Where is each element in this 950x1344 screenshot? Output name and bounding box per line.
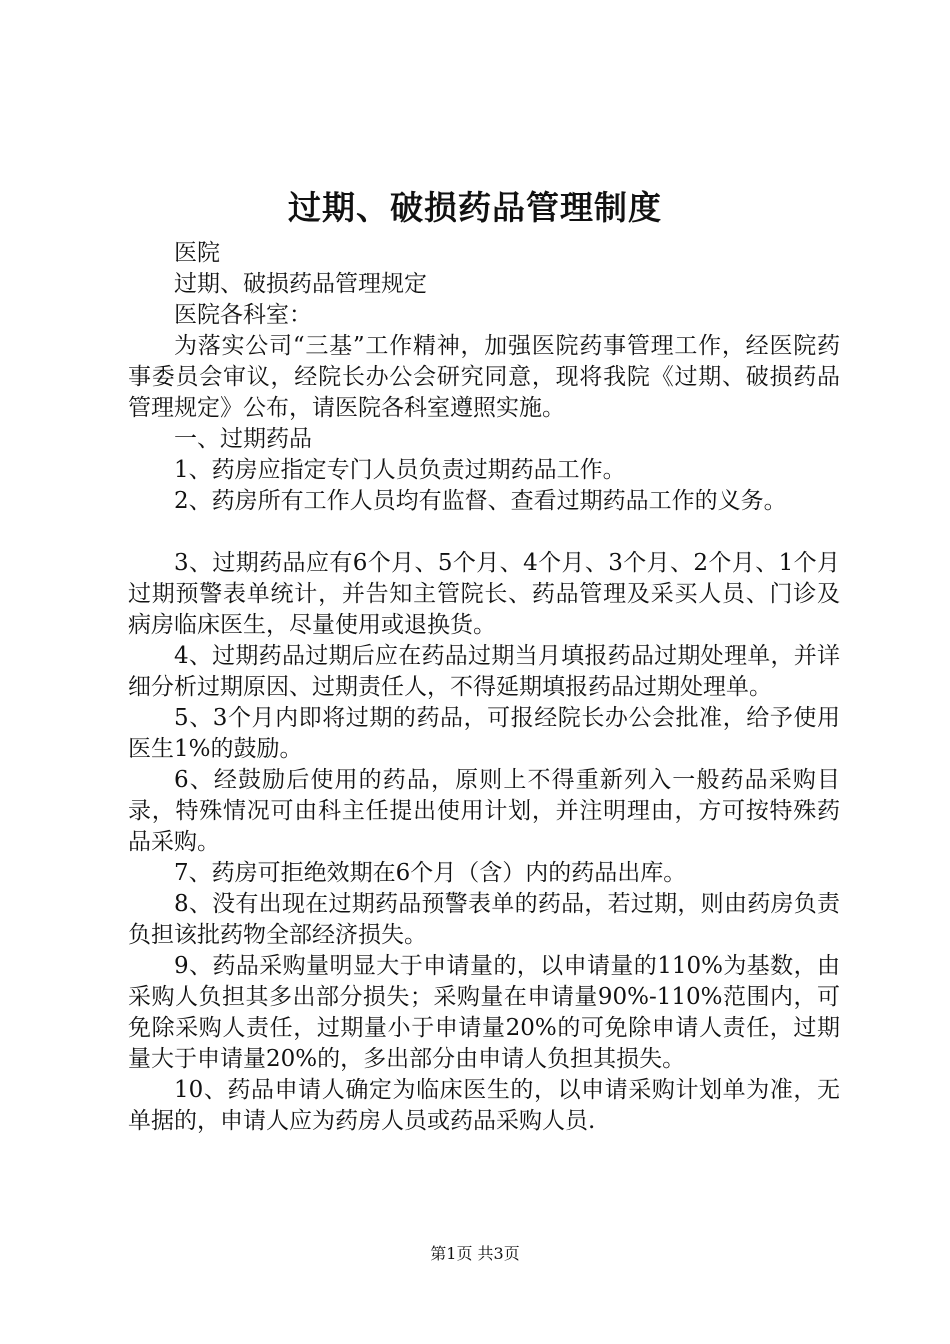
paragraph-item-5: 5、3个月内即将过期的药品，可报经院长办公会批准，给予使用医生1%的鼓励。 [128, 705, 840, 762]
paragraph-item-7: 7、药房可拒绝效期在6个月（含）内的药品出库。 [174, 860, 687, 886]
paragraph-intro: 为落实公司“三基”工作精神，加强医院药事管理工作，经医院药事委员会审议，经院长办公会研究同意，现将我院《过期、破损药品管理规定》公布，请医院各科室遵照实施。 [128, 333, 840, 421]
paragraph-addressee: 医院各科室： [174, 302, 312, 328]
section-heading-expired-drugs: 一、过期药品 [174, 426, 312, 452]
paragraph-item-6: 6、经鼓励后使用的药品，原则上不得重新列入一般药品采购目录，特殊情况可由科主任提出使用计划，并注明理由，方可按特殊药品采购。 [128, 767, 840, 855]
document-title: 过期、破损药品管理制度 [288, 188, 662, 227]
paragraph-item-10: 10、药品申请人确定为临床医生的，以申请采购计划单为准，无单据的，申请人应为药房人员或药品采购人员. [128, 1077, 840, 1134]
document-body [128, 238, 840, 1137]
paragraph-item-8: 8、没有出现在过期药品预警表单的药品，若过期，则由药房负责负担该批药物全部经济损失。 [128, 891, 840, 948]
page-footer: 第1页 共3页 [430, 1244, 520, 1263]
paragraph-hospital: 医院 [174, 240, 220, 266]
paragraph-item-2: 2、药房所有工作人员均有监督、查看过期药品工作的义务。 [174, 488, 787, 514]
paragraph-item-4: 4、过期药品过期后应在药品过期当月填报药品过期处理单，并详细分析过期原因、过期责任人，不得延期填报药品过期处理单。 [128, 643, 840, 700]
paragraph-item-1: 1、药房应指定专门人员负责过期药品工作。 [174, 457, 626, 483]
paragraph-item-9: 9、药品采购量明显大于申请量的，以申请量的110%为基数，由采购人负担其多出部分损失；采购量在申请量90%-110%范围内，可免除采购人责任，过期量小于申请量20%的可免除申请人责任，过期量大于申请量20%的，多出部分由申请人负担其损失。 [128, 953, 840, 1072]
paragraph-item-3: 3、过期药品应有6个月、5个月、4个月、3个月、2个月、1个月过期预警表单统计，并告知主管院长、药品管理及采买人员、门诊及病房临床医生，尽量使用或退换货。 [128, 550, 840, 638]
paragraph-rule-name: 过期、破损药品管理规定 [174, 271, 427, 297]
